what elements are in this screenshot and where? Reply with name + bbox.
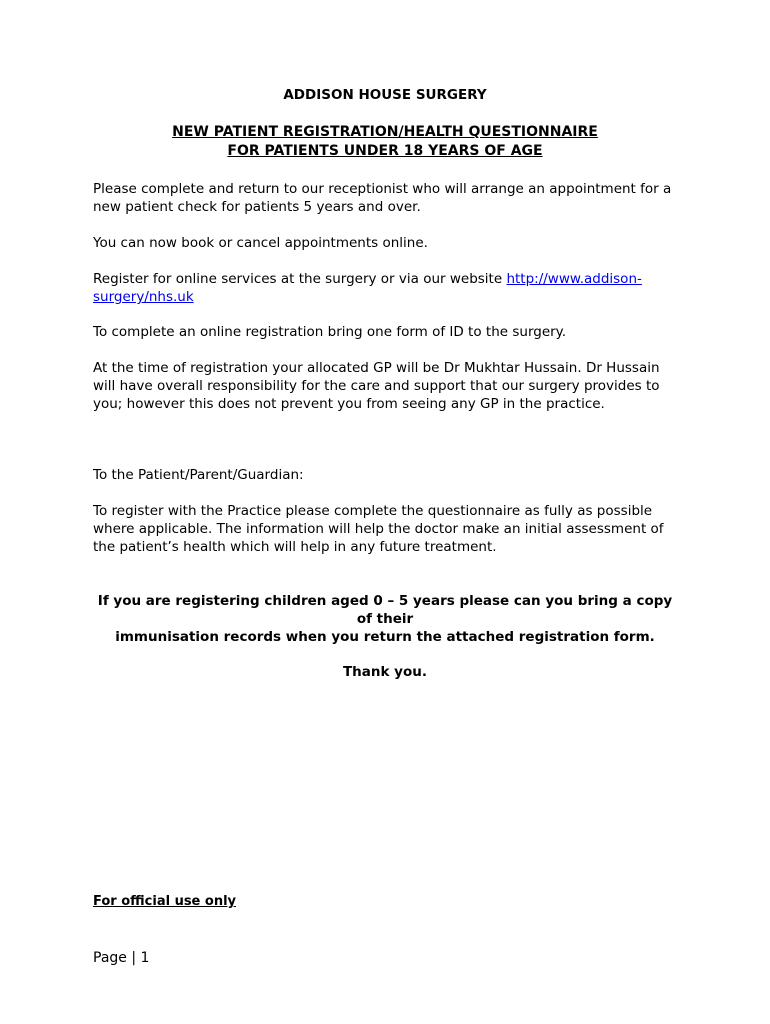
allocated-gp-paragraph: At the time of registration your allocated GP will be Dr Mukhtar Hussain. Dr Hussain will have overall responsibility for the care and support that our surgery provides to you; however this does not prevent you from seeing any GP in the practice. [93,360,660,412]
form-title-line-2: FOR PATIENTS UNDER 18 YEARS OF AGE [227,143,543,159]
online-services-paragraph [93,270,677,306]
immunisation-notice-line-2: immunisation records when you return the attached registration form. [115,629,655,645]
online-services-text: Register for online services at the surgery or via our website [93,271,507,287]
form-title-line-1: NEW PATIENT REGISTRATION/HEALTH QUESTIONNAIRE [172,124,598,140]
intro-paragraph: Please complete and return to our receptionist who will arrange an appointment for a new patient check for patients 5 years and over. [93,181,672,215]
salutation: To the Patient/Parent/Guardian: [93,467,304,483]
official-use-label: For official use only [93,894,237,909]
website-link[interactable]: http://www.addison-surgery/nhs.uk [93,271,642,305]
immunisation-notice-line-1: If you are registering children aged 0 – 5 years please can you bring a copy of their [97,593,673,627]
online-registration-paragraph: To complete an online registration bring one form of ID to the surgery. [93,324,567,340]
questionnaire-instructions-paragraph: To register with the Practice please complete the questionnaire as fully as possible where applicable. The information will help the doctor make an initial assessment of the patient’s health which will help in any future treatment. [93,503,664,555]
form-title [93,123,677,161]
online-booking-paragraph: You can now book or cancel appointments online. [93,235,428,251]
thank-you: Thank you. [342,664,428,680]
practice-name: ADDISON HOUSE SURGERY [283,87,487,103]
page-number: Page | 1 [93,950,150,966]
immunisation-notice [96,592,674,646]
